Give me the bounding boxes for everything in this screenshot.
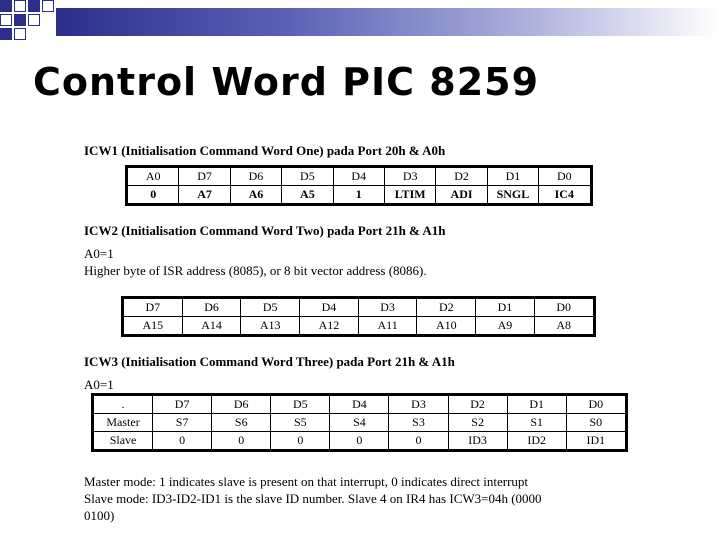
table-cell: S2 [448, 414, 507, 432]
table-cell: D6 [212, 396, 271, 414]
icw2-description: Higher byte of ISR address (8085), or 8 bit vector address (8086). [84, 263, 427, 278]
table-cell: A10 [417, 317, 476, 335]
table-cell: D2 [448, 396, 507, 414]
table-cell: S0 [566, 414, 625, 432]
table-cell: D5 [282, 168, 333, 186]
table-cell: 0 [212, 432, 271, 450]
table-cell: A0 [128, 168, 179, 186]
table-cell: IC4 [539, 186, 590, 204]
master-mode-note: Master mode: 1 indicates slave is present on that interrupt, 0 indicates direct interrupt [84, 474, 529, 489]
table-cell: 0 [330, 432, 389, 450]
table-cell: D2 [417, 299, 476, 317]
slave-mode-note: Slave mode: ID3-ID2-ID1 is the slave ID number. Slave 4 on IR4 has ICW3=04h (0000 [84, 491, 542, 506]
table-cell: D4 [330, 396, 389, 414]
table-cell: LTIM [384, 186, 435, 204]
table-cell: ID2 [507, 432, 566, 450]
table-cell: ADI [436, 186, 487, 204]
table-cell: D5 [241, 299, 300, 317]
table-cell: A6 [230, 186, 281, 204]
table-cell: 0 [271, 432, 330, 450]
table-cell: 0 [128, 186, 179, 204]
table-cell: S4 [330, 414, 389, 432]
table-cell: D6 [230, 168, 281, 186]
icw3-table [93, 395, 626, 450]
table-cell: A5 [282, 186, 333, 204]
table-cell: . [94, 396, 153, 414]
square-decoration [14, 14, 26, 26]
square-decoration [0, 0, 12, 12]
table-cell: A12 [300, 317, 359, 335]
square-decoration [0, 14, 12, 26]
decorative-squares [0, 0, 60, 50]
table-cell: 1 [333, 186, 384, 204]
table-cell: ID1 [566, 432, 625, 450]
icw3-a0-line: A0=1 [84, 377, 114, 392]
square-decoration [28, 0, 40, 12]
table-cell: Master [94, 414, 153, 432]
slave-mode-note-continued: 0100) [84, 508, 115, 523]
table-cell: D5 [271, 396, 330, 414]
table-cell: D4 [300, 299, 359, 317]
table-row [124, 317, 594, 335]
table-cell: ID3 [448, 432, 507, 450]
icw3-heading: ICW3 (Initialisation Command Word Three) pada Port 21h & A1h [84, 354, 455, 369]
table-cell: D3 [384, 168, 435, 186]
table-cell: D0 [539, 168, 590, 186]
table-cell: Slave [94, 432, 153, 450]
icw2-heading: ICW2 (Initialisation Command Word Two) pada Port 21h & A1h [84, 223, 446, 238]
table-cell: D1 [476, 299, 535, 317]
table-cell: 0 [153, 432, 212, 450]
square-decoration [0, 28, 12, 40]
icw2-table [123, 298, 594, 335]
table-cell: S7 [153, 414, 212, 432]
table-row [128, 168, 591, 186]
table-cell: D4 [333, 168, 384, 186]
table-row [94, 432, 626, 450]
table-cell: D1 [487, 168, 538, 186]
square-decoration [14, 0, 26, 12]
table-cell: A11 [358, 317, 417, 335]
square-decoration [42, 0, 54, 12]
table-cell: D0 [566, 396, 625, 414]
icw1-table [127, 167, 591, 204]
table-cell: A15 [124, 317, 183, 335]
table-cell: D3 [358, 299, 417, 317]
table-cell: D0 [534, 299, 593, 317]
table-cell: A8 [534, 317, 593, 335]
table-cell: S1 [507, 414, 566, 432]
table-cell: A9 [476, 317, 535, 335]
table-cell: D7 [153, 396, 212, 414]
table-cell: D7 [179, 168, 230, 186]
table-cell: 0 [389, 432, 448, 450]
table-cell: A7 [179, 186, 230, 204]
square-decoration [28, 14, 40, 26]
table-cell: SNGL [487, 186, 538, 204]
table-cell: S3 [389, 414, 448, 432]
table-row [124, 299, 594, 317]
table-cell: D6 [182, 299, 241, 317]
page-title: Control Word PIC 8259 [33, 60, 540, 104]
icw1-heading: ICW1 (Initialisation Command Word One) pada Port 20h & A0h [84, 143, 446, 158]
icw2-a0-line: A0=1 [84, 246, 114, 261]
table-cell: A13 [241, 317, 300, 335]
table-row [94, 414, 626, 432]
table-cell: S5 [271, 414, 330, 432]
gradient-title-bar [56, 8, 720, 36]
table-cell: S6 [212, 414, 271, 432]
table-cell: A14 [182, 317, 241, 335]
table-cell: D2 [436, 168, 487, 186]
table-row [128, 186, 591, 204]
square-decoration [14, 28, 26, 40]
table-cell: D1 [507, 396, 566, 414]
table-row [94, 396, 626, 414]
table-cell: D7 [124, 299, 183, 317]
table-cell: D3 [389, 396, 448, 414]
